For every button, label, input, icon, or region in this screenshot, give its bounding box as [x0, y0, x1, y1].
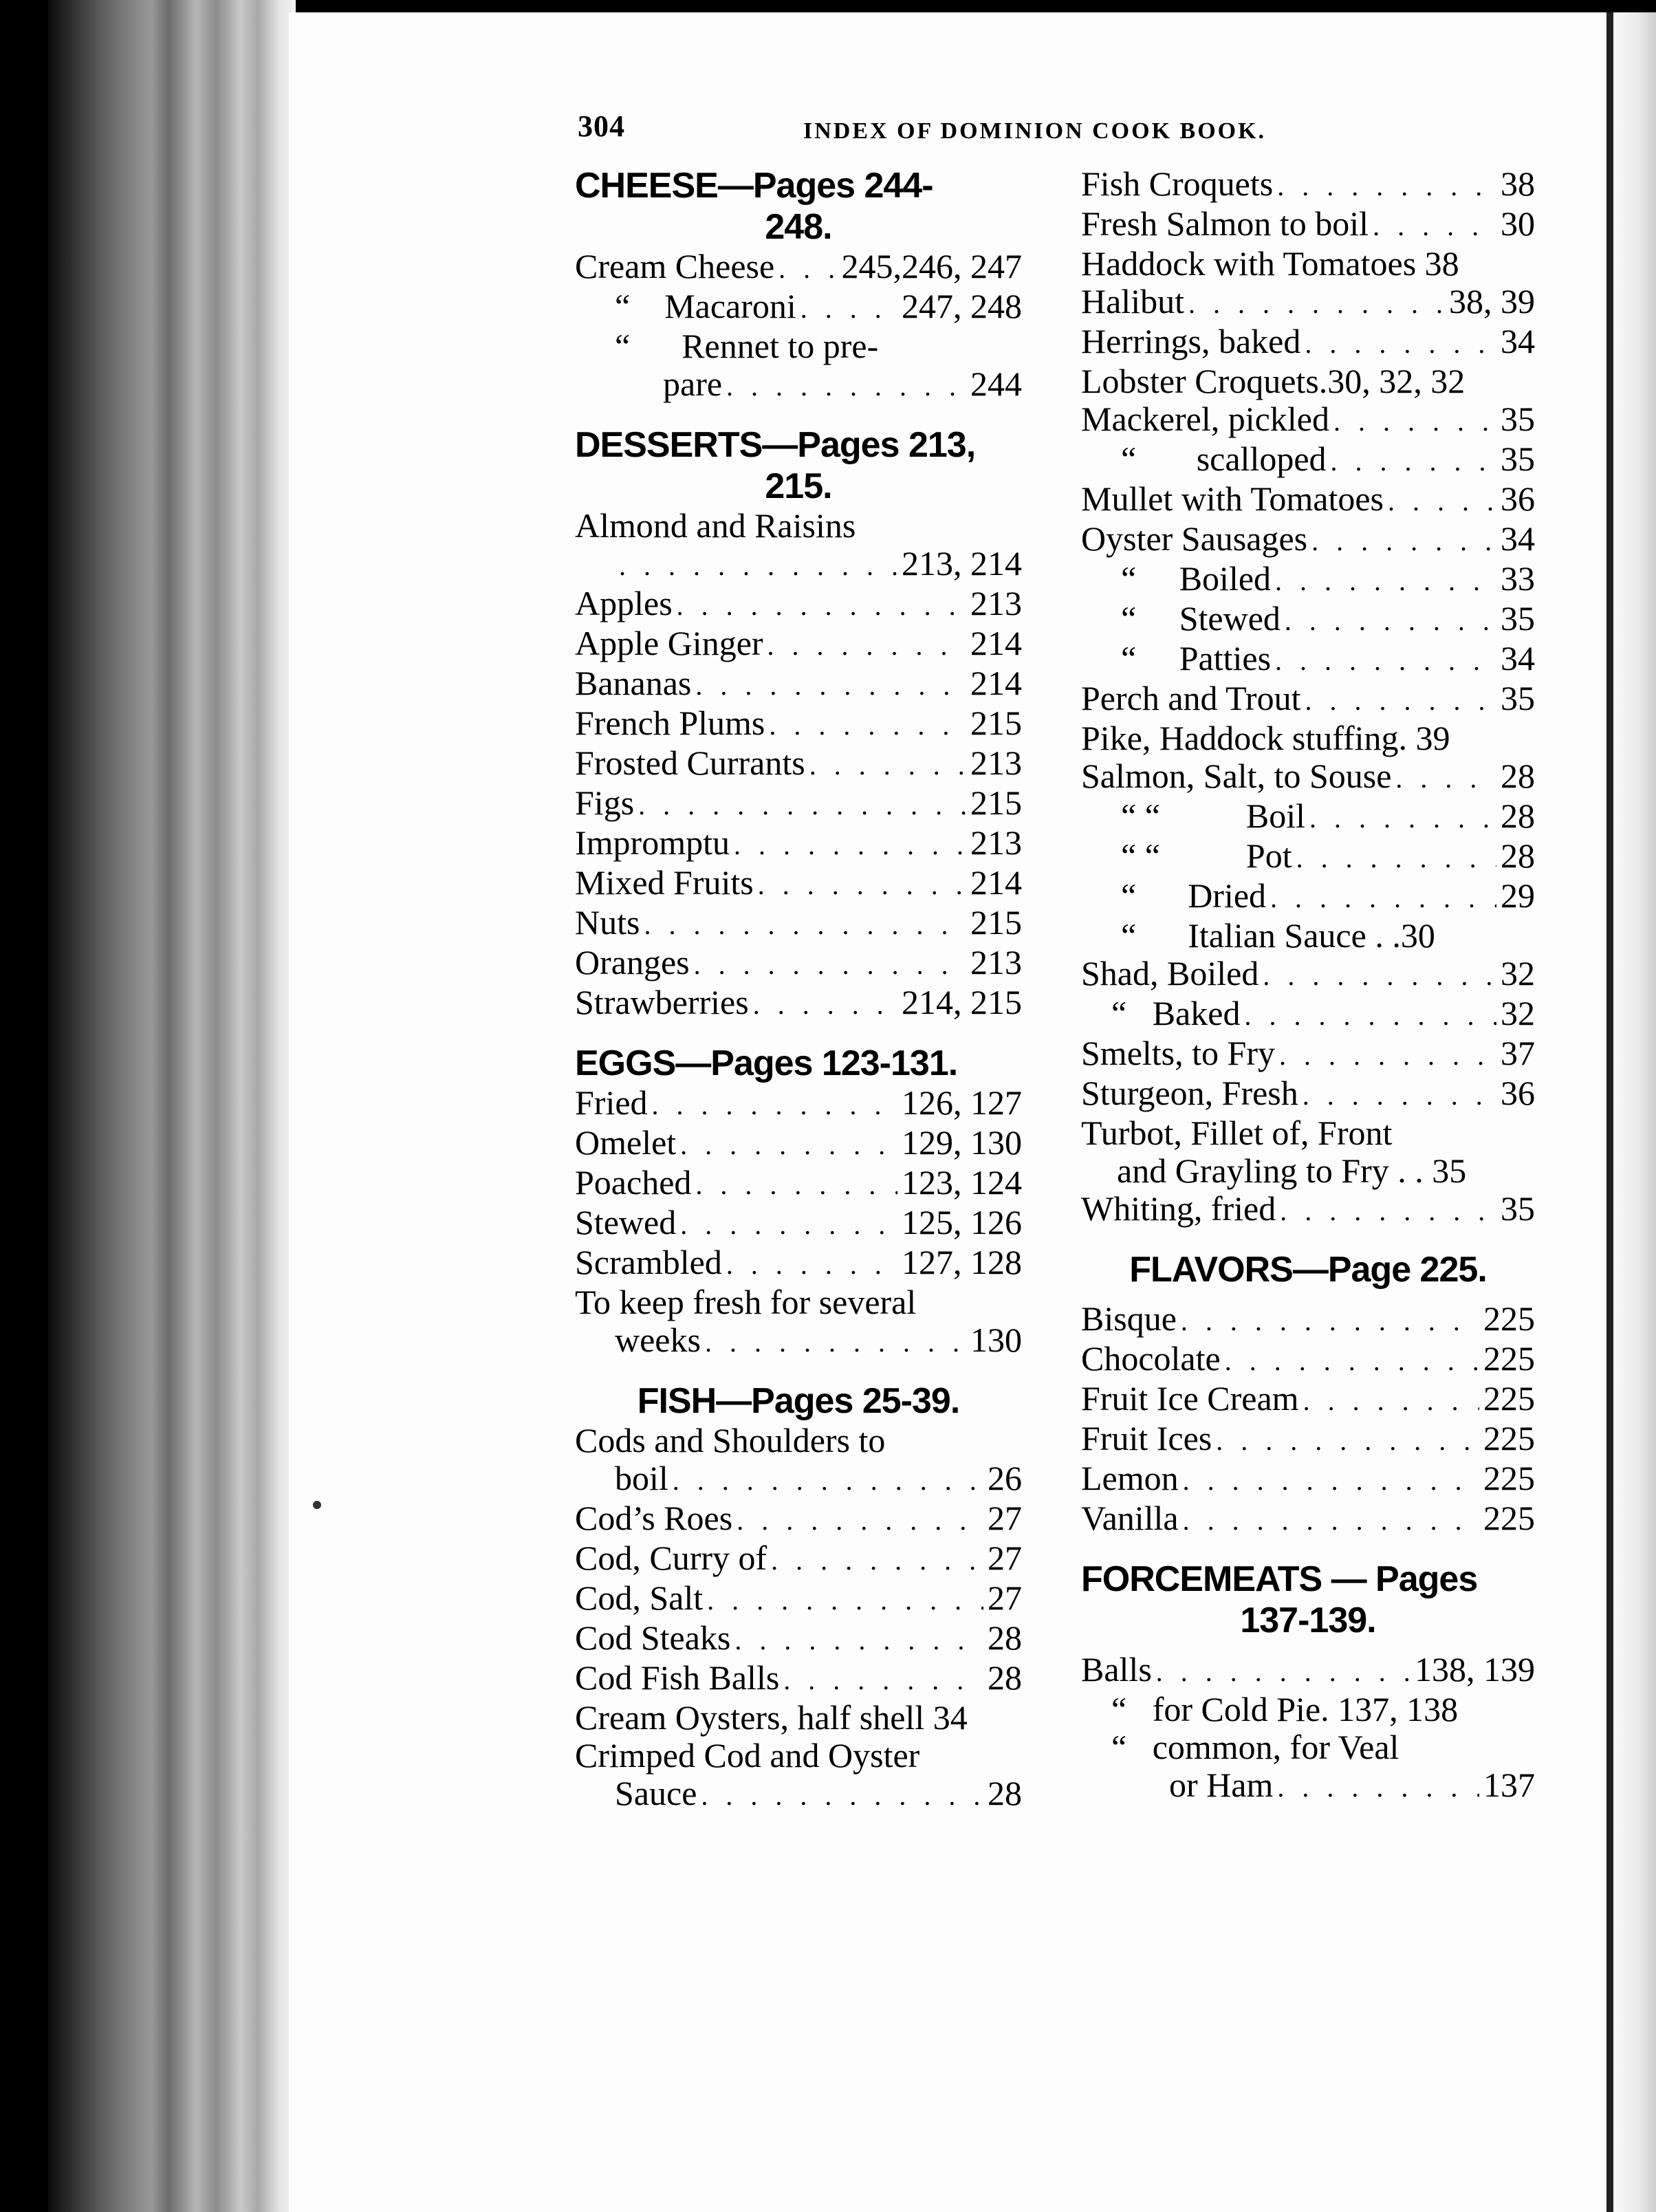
entry-text: Cod’s Roes — [575, 1499, 733, 1537]
entry-pages: 28 — [1501, 796, 1535, 835]
entry-text: Cream Oysters, half shell — [575, 1698, 925, 1737]
index-entry — [1081, 1380, 1535, 1420]
dot-leader — [1183, 1462, 1479, 1499]
entry-text: Fruit Ices — [1081, 1419, 1212, 1457]
index-entry — [1081, 165, 1535, 205]
entry-text: Bisque — [1081, 1299, 1177, 1338]
entry-pages: 245,246, 247 — [841, 247, 1022, 285]
dot-leader — [677, 587, 966, 625]
entry-text: Macaroni — [664, 287, 796, 325]
entry-text: Baked — [1152, 994, 1241, 1032]
entry-text: common, for Veal — [1152, 1728, 1399, 1766]
entry-text: Halibut — [1081, 282, 1184, 321]
entry-text: Perch and Trout — [1081, 679, 1301, 717]
index-entry: “ Italian Sauce . . 30 — [1121, 916, 1435, 955]
entry-pages: 215 — [970, 783, 1022, 822]
entry-text: Poached — [575, 1163, 692, 1202]
entry-text: Turbot, Fillet of, Front — [1081, 1114, 1393, 1152]
index-column-left — [575, 165, 1022, 1814]
entry-pages: 123, 124 — [902, 1163, 1022, 1202]
ditto-mark: “ — [1121, 599, 1137, 638]
index-entry — [1081, 1651, 1535, 1691]
ditto-mark: “ — [1121, 440, 1137, 478]
index-entry — [1081, 400, 1535, 440]
ditto-mark: “ — [1121, 559, 1137, 598]
index-entry — [1081, 440, 1535, 480]
index-entry — [575, 365, 1022, 405]
entry-pages: 225 — [1483, 1419, 1535, 1457]
entry-text: Mixed Fruits — [575, 863, 754, 902]
index-entry — [575, 944, 1022, 984]
dot-leader — [1188, 285, 1445, 323]
entry-text: Frosted Currants — [575, 744, 805, 782]
entry-text: Oranges — [575, 943, 690, 982]
dot-leader — [1285, 602, 1496, 640]
ditto-mark: “ “ — [1121, 796, 1160, 835]
ditto-mark: “ — [1121, 876, 1137, 915]
dot-leader — [778, 250, 837, 288]
entry-pages: 127, 128 — [902, 1243, 1022, 1281]
entry-text: Chocolate — [1081, 1339, 1221, 1378]
dot-leader — [644, 906, 966, 944]
ditto-mark: “ — [1121, 916, 1137, 955]
entry-pages: 213 — [970, 584, 1022, 622]
index-entry — [575, 1204, 1022, 1244]
dot-leader — [619, 547, 897, 585]
ditto-mark: “ — [1111, 994, 1127, 1032]
index-entry — [1081, 680, 1535, 719]
entry-pages: 213 — [970, 744, 1022, 782]
index-entry — [1081, 1499, 1535, 1539]
dot-leader — [707, 1581, 983, 1619]
entry-text: for Cold Pie — [1152, 1690, 1321, 1728]
ditto-mark: “ — [615, 287, 631, 325]
dot-leader — [800, 290, 897, 327]
entry-pages: 35 — [1501, 599, 1535, 638]
entry-pages: 29 — [1501, 876, 1535, 915]
entry-text: Shad, Boiled — [1081, 954, 1259, 993]
index-entry — [575, 545, 1022, 585]
entry-text: Dried — [1188, 876, 1267, 915]
index-entry — [1081, 757, 1535, 797]
entry-text: Lobster Croquets — [1081, 362, 1319, 400]
index-entry — [1081, 640, 1535, 680]
index-entry — [575, 1499, 1022, 1539]
dot-leader — [694, 946, 966, 984]
entry-pages: 35 — [1501, 1189, 1535, 1228]
dot-leader — [1156, 1653, 1410, 1691]
entry-pages: 32 — [1501, 994, 1535, 1032]
dot-leader — [753, 986, 897, 1023]
entry-pages: 28 — [988, 1658, 1022, 1697]
entry-text: Cream Cheese — [575, 247, 775, 285]
entry-text: Salmon, Salt, to Souse — [1081, 757, 1392, 795]
entry-text: Bananas — [575, 664, 692, 702]
dot-leader — [680, 1126, 897, 1164]
index-entry — [1081, 1766, 1535, 1806]
dot-leader — [705, 1323, 966, 1361]
entry-pages: 215 — [970, 903, 1022, 942]
entry-pages: 138, 139 — [1415, 1650, 1535, 1689]
entry-text: Boiled — [1179, 559, 1272, 598]
entry-pages: 225 — [1483, 1379, 1535, 1418]
dot-leader — [701, 1777, 983, 1814]
index-entry — [1081, 1190, 1535, 1230]
index-entry: Pike, Haddock stuffing . 39 — [1081, 719, 1450, 757]
entry-text: Cod Steaks — [575, 1618, 731, 1657]
section-heading-fish: FISH—Pages 25-39. — [637, 1381, 960, 1421]
entry-pages: 125, 126 — [902, 1203, 1022, 1241]
dot-leader — [1270, 879, 1496, 917]
dot-leader — [1181, 1302, 1479, 1340]
index-entry — [1081, 877, 1535, 917]
entry-pages: 34 — [1501, 639, 1535, 677]
entry-pages: 225 — [1483, 1459, 1535, 1497]
dot-leader — [1296, 839, 1496, 877]
index-entry — [575, 507, 1022, 545]
dot-leader — [1277, 167, 1496, 205]
ditto-mark: “ — [1121, 639, 1137, 677]
index-entry — [1081, 205, 1535, 245]
entry-text: Vanilla — [1081, 1499, 1179, 1537]
entry-text: Cod, Curry of — [575, 1539, 767, 1577]
index-entry — [1081, 1034, 1535, 1074]
dot-leader — [680, 1206, 897, 1244]
dot-leader — [1388, 482, 1496, 520]
page-edge-shadow — [1606, 12, 1613, 2212]
entry-text: Almond and Raisins — [575, 506, 856, 545]
index-entry — [1081, 1114, 1535, 1152]
index-entry — [575, 1283, 1022, 1321]
dot-leader — [652, 1086, 897, 1124]
dot-leader — [726, 367, 966, 405]
entry-pages: 214 — [970, 624, 1022, 662]
entry-pages: 35 — [1501, 679, 1535, 717]
entry-text: or Ham — [1169, 1766, 1274, 1804]
entry-text: Cod Fish Balls — [575, 1658, 780, 1697]
index-entry — [575, 904, 1022, 944]
entry-pages: 32 — [1501, 954, 1535, 993]
index-entry — [1081, 520, 1535, 560]
entry-pages: 130 — [970, 1321, 1022, 1359]
entry-text: Fruit Ice Cream — [1081, 1379, 1299, 1418]
entry-text: Lemon — [1081, 1459, 1179, 1497]
index-entry — [1081, 955, 1535, 995]
index-entry — [1081, 1340, 1535, 1380]
dot-leader — [638, 786, 966, 824]
index-entry — [575, 1124, 1022, 1164]
entry-text: Herrings, baked — [1081, 322, 1301, 360]
entry-pages: 26 — [988, 1459, 1022, 1497]
dot-leader — [1395, 759, 1496, 797]
entry-text: weeks — [615, 1321, 701, 1359]
dot-leader — [1225, 1342, 1479, 1380]
index-entry — [575, 1460, 1022, 1499]
section-heading-forcemeats: FORCEMEATS — Pages — [1081, 1559, 1478, 1599]
index-entry — [575, 1084, 1022, 1124]
entry-pages: 215 — [970, 704, 1022, 742]
index-entry — [575, 248, 1022, 288]
index-entry — [1081, 1074, 1535, 1114]
entry-pages: 38, 39 — [1449, 282, 1535, 321]
dot-leader — [1305, 682, 1496, 719]
index-entry — [575, 1244, 1022, 1283]
index-entry — [575, 585, 1022, 625]
ditto-mark: “ — [615, 327, 631, 365]
index-entry — [575, 1579, 1022, 1619]
entry-pages: 30, 32, 32 — [1327, 362, 1466, 400]
entry-pages: 213, 214 — [902, 544, 1022, 583]
index-column-right — [1081, 165, 1535, 1806]
entry-pages: 28 — [1501, 836, 1535, 875]
entry-pages: 225 — [1483, 1339, 1535, 1378]
entry-pages: 137 — [1483, 1766, 1535, 1804]
index-entry — [575, 1164, 1022, 1204]
entry-pages: 126, 127 — [902, 1083, 1022, 1122]
entry-text: Scrambled — [575, 1243, 722, 1281]
entry-pages: 213 — [970, 823, 1022, 862]
entry-text: Sturgeon, Fresh — [1081, 1074, 1298, 1112]
index-entry — [575, 704, 1022, 744]
entry-text: Fresh Salmon to boil — [1081, 204, 1369, 243]
index-entry — [575, 1659, 1022, 1699]
entry-text: Nuts — [575, 903, 640, 942]
index-entry — [575, 744, 1022, 784]
entry-text: scalloped — [1196, 440, 1327, 478]
entry-pages: 129, 130 — [902, 1123, 1022, 1162]
index-entry — [575, 984, 1022, 1023]
entry-text: Smelts, to Fry — [1081, 1034, 1275, 1072]
entry-text: Haddock with Tomatoes — [1081, 244, 1417, 283]
entry-pages: 27 — [988, 1499, 1022, 1537]
entry-pages: 214 — [970, 664, 1022, 702]
entry-text: Strawberries — [575, 983, 749, 1021]
book-page-edges — [48, 0, 296, 2212]
dot-leader — [1263, 957, 1496, 995]
index-entry — [1081, 1728, 1535, 1766]
entry-text: Omelet — [575, 1123, 677, 1162]
dot-leader — [1333, 402, 1496, 440]
dot-leader — [758, 866, 966, 904]
entry-text: Impromptu — [575, 823, 730, 862]
entry-text: pare — [663, 365, 723, 403]
entry-text: Figs — [575, 783, 635, 822]
entry-pages: 225 — [1483, 1499, 1535, 1537]
entry-pages: 244 — [970, 365, 1022, 403]
entry-pages: 38 — [1424, 244, 1459, 283]
entry-text: Mackerel, pickled — [1081, 400, 1329, 438]
entry-pages: 34 — [1501, 322, 1535, 360]
entry-pages: 28 — [1501, 757, 1535, 795]
entry-text: Cod, Salt — [575, 1579, 704, 1617]
entry-text: Stewed — [575, 1203, 677, 1241]
dot-leader — [1280, 1192, 1496, 1230]
entry-pages: 247, 248 — [902, 287, 1022, 325]
index-entry — [575, 1619, 1022, 1659]
entry-text: Stewed — [1179, 599, 1281, 638]
dot-leader — [1303, 1076, 1496, 1114]
index-entry — [575, 625, 1022, 664]
entry-pages: 36 — [1501, 1074, 1535, 1112]
dot-leader — [734, 1621, 983, 1659]
dot-leader — [1303, 1382, 1479, 1420]
index-entry — [575, 784, 1022, 824]
entry-pages: 27 — [988, 1579, 1022, 1617]
section-heading-eggs: EGGS—Pages 123-131. — [575, 1043, 958, 1083]
index-entry — [1081, 1460, 1535, 1499]
dot-leader — [1279, 1037, 1496, 1074]
running-head: INDEX OF DOMINION COOK BOOK. — [803, 118, 1267, 144]
dot-leader — [673, 1462, 983, 1499]
entry-text: Pot — [1245, 836, 1292, 875]
dot-leader — [737, 1501, 983, 1539]
index-entry: and Grayling to Fry . . 35 — [1117, 1151, 1467, 1190]
entry-pages: 36 — [1501, 479, 1535, 518]
index-entry — [575, 1321, 1022, 1361]
index-entry — [1081, 480, 1535, 520]
section-heading-desserts: DESSERTS—Pages 213, — [575, 425, 976, 465]
entry-pages: 213 — [970, 943, 1022, 982]
index-entry — [1081, 995, 1535, 1034]
index-entry — [575, 1539, 1022, 1579]
entry-text: Crimped Cod and Oyster — [575, 1736, 920, 1775]
next-page-edge — [1613, 12, 1656, 2212]
entry-pages: 34 — [1501, 519, 1535, 558]
index-entry — [1081, 245, 1535, 283]
entry-text: French Plums — [575, 704, 765, 742]
entry-text: Boil — [1245, 796, 1306, 835]
index-entry: Lobster Croquets . 30, 32, 32 — [1081, 362, 1466, 400]
entry-pages: 35 — [1501, 400, 1535, 438]
entry-text: Apples — [575, 584, 673, 622]
dot-leader — [1311, 522, 1496, 560]
index-entry — [575, 327, 1022, 365]
entry-text: Fried — [575, 1083, 648, 1122]
index-entry — [575, 288, 1022, 327]
entry-text: Whiting, fried — [1081, 1189, 1276, 1228]
index-entry — [575, 1699, 1022, 1737]
entry-text: Apple Ginger — [575, 624, 763, 662]
dot-leader — [1275, 642, 1496, 680]
index-entry — [1081, 600, 1535, 640]
dot-leader — [695, 1166, 897, 1204]
index-entry — [575, 1422, 1022, 1460]
index-entry — [1081, 323, 1535, 362]
entry-pages: 28 — [988, 1774, 1022, 1812]
entry-text: Balls — [1081, 1650, 1152, 1689]
entry-text: Mullet with Tomatoes — [1081, 479, 1384, 518]
dot-leader — [734, 826, 966, 864]
index-entry — [1081, 1300, 1535, 1340]
entry-text: Rennet to pre- — [682, 327, 879, 365]
section-heading-desserts-cont: 215. — [765, 466, 832, 506]
dot-leader — [1373, 207, 1496, 245]
entry-pages: 39 — [1415, 719, 1450, 757]
page-number: 304 — [578, 109, 625, 143]
dot-leader — [809, 746, 966, 784]
dot-leader — [1305, 325, 1496, 362]
ditto-mark: “ — [1111, 1690, 1127, 1728]
entry-text: Fish Croquets — [1081, 164, 1274, 203]
index-entry — [1081, 283, 1535, 323]
entry-text: Sauce — [615, 1774, 697, 1812]
dot-leader — [1331, 442, 1496, 480]
entry-text: and Grayling to Fry — [1117, 1151, 1389, 1190]
entry-pages: 35 — [1432, 1151, 1467, 1190]
entry-pages: 34 — [933, 1698, 968, 1737]
index-entry — [575, 1737, 1022, 1775]
entry-pages: 28 — [988, 1618, 1022, 1657]
section-heading-flavors: FLAVORS—Page 225. — [1129, 1250, 1487, 1290]
entry-pages: 27 — [988, 1539, 1022, 1577]
dot-leader — [783, 1661, 983, 1699]
dot-leader — [1277, 1768, 1479, 1806]
dot-leader — [1216, 1422, 1479, 1460]
entry-text: Italian Sauce — [1188, 916, 1366, 955]
entry-pages: 30 — [1400, 916, 1435, 955]
entry-text: Patties — [1179, 639, 1272, 677]
entry-pages: 214, 215 — [902, 983, 1022, 1021]
dot-leader — [771, 1541, 983, 1579]
entry-pages: 214 — [970, 863, 1022, 902]
index-entry — [1081, 837, 1535, 877]
dot-leader — [695, 666, 966, 704]
section-heading-forcemeats-cont: 137-139. — [1240, 1601, 1376, 1640]
index-entry — [575, 824, 1022, 864]
entry-pages: 225 — [1483, 1299, 1535, 1338]
entry-text: Pike, Haddock stuffing — [1081, 719, 1399, 757]
dot-leader — [1183, 1501, 1479, 1539]
index-entry: “ for Cold Pie . 137, 138 — [1111, 1690, 1459, 1728]
entry-pages: 137, 138 — [1338, 1690, 1459, 1728]
paper-speck — [313, 1501, 321, 1509]
index-entry — [1081, 560, 1535, 600]
entry-pages: 37 — [1501, 1034, 1535, 1072]
index-entry — [1081, 1420, 1535, 1460]
index-entry — [575, 1775, 1022, 1814]
entry-pages: 30 — [1501, 204, 1535, 243]
entry-text: Oyster Sausages — [1081, 519, 1308, 558]
dot-leader — [1244, 997, 1496, 1034]
section-heading-cheese-cont: 248. — [765, 207, 832, 247]
index-entry — [575, 664, 1022, 704]
entry-text: boil — [615, 1459, 668, 1497]
ditto-mark: “ “ — [1121, 836, 1160, 875]
dot-leader — [769, 706, 966, 744]
dot-leader — [767, 627, 966, 664]
section-heading-cheese: CHEESE—Pages 244- — [575, 166, 933, 206]
dot-leader — [726, 1246, 897, 1283]
dot-leader — [1309, 799, 1496, 837]
index-entry — [1081, 797, 1535, 837]
entry-pages: 38 — [1501, 164, 1535, 203]
entry-pages: 33 — [1501, 559, 1535, 598]
ditto-mark: “ — [1111, 1728, 1127, 1766]
dot-leader — [1275, 562, 1496, 600]
index-entry — [575, 864, 1022, 904]
entry-text: To keep fresh for several — [575, 1283, 917, 1321]
entry-text: Cods and Shoulders to — [575, 1421, 886, 1460]
entry-pages: 35 — [1501, 440, 1535, 478]
